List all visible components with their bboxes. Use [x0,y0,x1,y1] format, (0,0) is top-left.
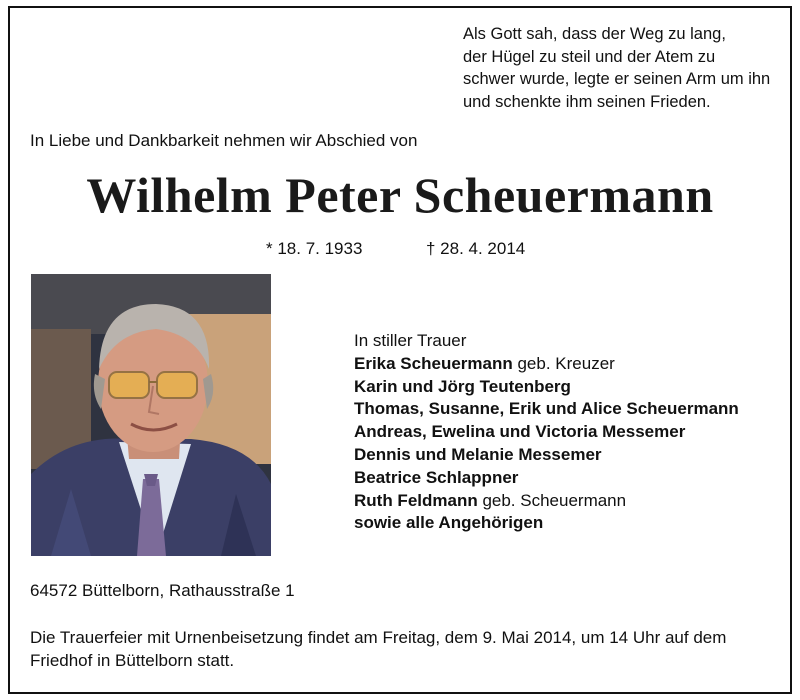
poem-line: der Hügel zu steil und der Atem zu [463,47,716,66]
poem-line: Als Gott sah, dass der Weg zu lang, [463,25,726,43]
mourner-line: Thomas, Susanne, Erik und Alice Scheuermann [354,399,739,419]
intro-text: In Liebe und Dankbarkeit nehmen wir Abschied von [30,131,418,150]
poem [463,23,783,113]
birth-date: * 18. 7. 1933 [266,239,363,258]
mourners-list [354,330,739,535]
poem-line: schwer wurde, legte er seinen Arm um ihn [463,70,771,88]
address: 64572 Büttelborn, Rathausstraße 1 [30,581,295,600]
mourners-heading: In stiller Trauer [354,331,467,350]
mourner-line: Erika Scheuermann geb. Kreuzer [354,353,615,373]
mourner-line: sowie alle Angehörigen [354,513,544,533]
mourner-line: Karin und Jörg Teutenberg [354,376,571,396]
mourner-line: Dennis und Melanie Messemer [354,444,602,464]
death-date: † 28. 4. 2014 [426,239,526,258]
portrait-photo [31,274,271,556]
poem-line: und schenkte ihm seinen Frieden. [463,92,711,111]
mourner-line: Beatrice Schlappner [354,467,519,487]
funeral-notice: Die Trauerfeier mit Urnenbeisetzung findet am Freitag, dem 9. Mai 2014, um 14 Uhr auf dem Friedhof in Büttelborn statt. [30,628,727,670]
mourner-line: Ruth Feldmann geb. Scheuermann [354,490,627,510]
mourner-line: Andreas, Ewelina und Victoria Messemer [354,422,686,442]
deceased-name: Wilhelm Peter Scheuermann [86,167,714,223]
